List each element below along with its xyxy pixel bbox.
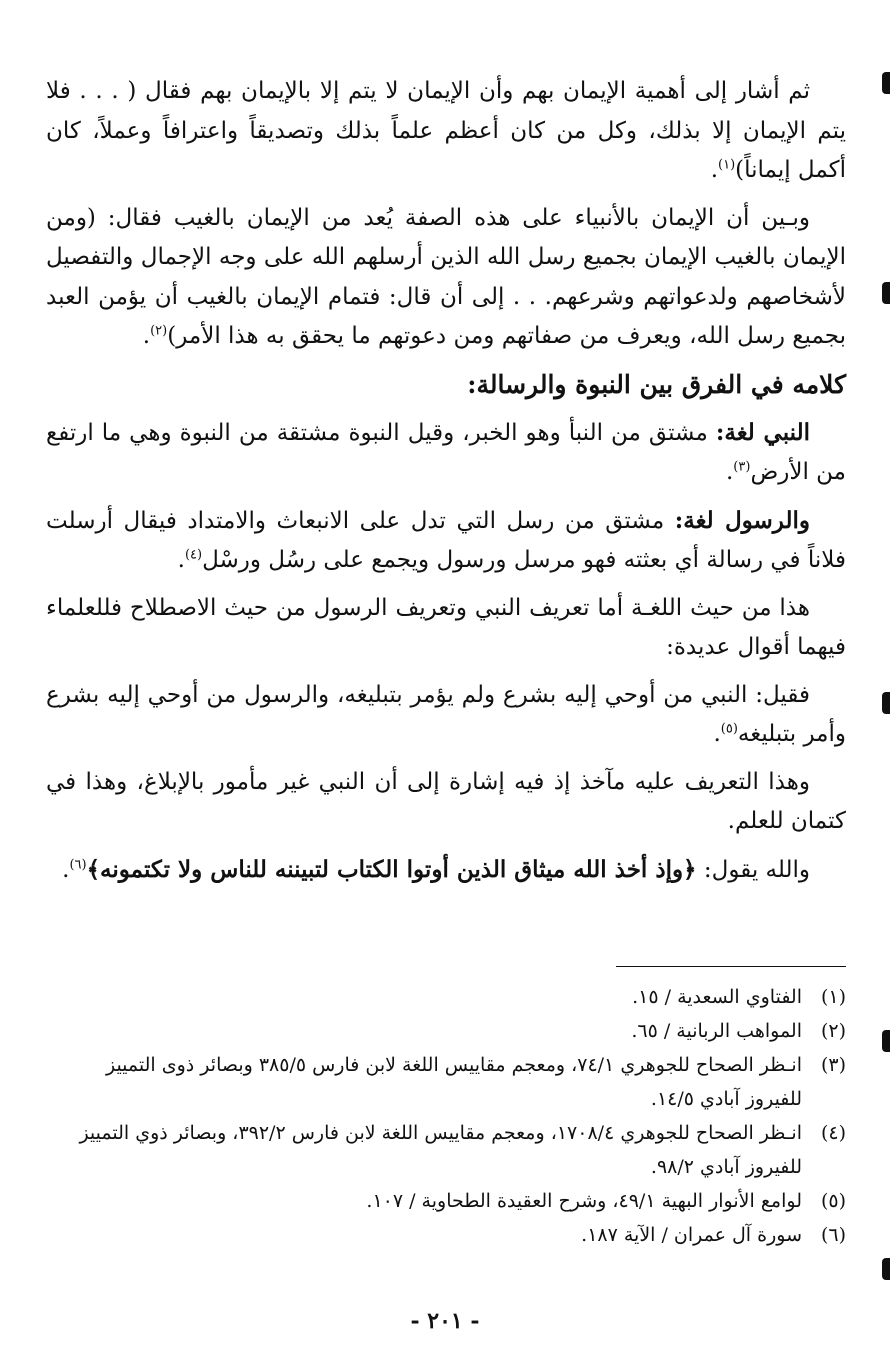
footnote-text: انـظر الصحاح للجوهري ٧٤/١، ومعجم مقاييس اللغة لابن فارس ٣٨٥/٥ وبصائر ذوى التمييز للفيروز آبادي ١٤/٥. — [105, 1054, 802, 1110]
definition-prophet — [46, 413, 846, 493]
footnote-item — [46, 1218, 846, 1252]
definition-messenger — [46, 501, 846, 581]
paragraph-text: فقيل: النبي من أوحي إليه بشرع ولم يؤمر بتبليغه، والرسول من أوحي إليه بشرع وأمر بتبليغه — [46, 681, 846, 747]
page-number: - ٢٠١ - — [410, 1308, 480, 1334]
paragraph-end: . — [713, 721, 721, 747]
scan-edge-mark — [882, 282, 890, 304]
footnote-number: (٤) — [820, 1122, 846, 1144]
paragraph-end: . — [142, 323, 151, 349]
footnote-text: لوامع الأنوار البهية ٤٩/١، وشرح العقيدة الطحاوية / ١٠٧. — [366, 1190, 802, 1212]
definition-text: مشتق من رسل التي تدل على الانبعاث والامتداد فيقال أرسلت فلاناً في رسالة أي بعثته فهو مرسل ورسول ويجمع على رسُل ورسْل — [46, 507, 846, 573]
footnote-number: (٢) — [820, 1020, 846, 1042]
footnote-text: الفتاوي السعدية / ١٥. — [632, 986, 802, 1008]
scan-edge-mark — [882, 1258, 890, 1280]
paragraph-end: . — [177, 547, 185, 573]
paragraph-end: . — [62, 856, 70, 883]
footnote-text: سورة آل عمران / الآية ١٨٧. — [581, 1224, 802, 1246]
paragraph-text: وبـين أن الإيمان بالأنبياء على هذه الصفة يُعد من الإيمان بالغيب فقال: (ومن الإيمان بالغيب الإيمان بجميع رسل الله الذين أرسلهم الله على وجه الإجمال والتفصيل لأشخاصهم ولدعواتهم وشرعهم. . . إلى أن قال: فتمام الإيمان بالغيب أن يؤمن العبد بجميع رسل الله، ويعرف من صفاتهم ومن دعوتهم ما يحقق به هذا الأمر) — [46, 204, 846, 349]
scan-edge-mark — [882, 1030, 890, 1052]
footnote-item — [46, 980, 846, 1014]
footnote-item — [46, 1048, 846, 1116]
footnote-ref[interactable]: (١) — [718, 157, 736, 173]
footnote-item — [46, 1014, 846, 1048]
definition-text: مشتق من النبأ وهو الخبر، وقيل النبوة مشتقة من النبوة وهي ما ارتفع من الأرض — [46, 419, 846, 485]
footnote-number: (١) — [820, 986, 846, 1008]
paragraph-text: وهذا التعريف عليه مآخذ إذ فيه إشارة إلى أن النبي غير مأمور بالإبلاغ، وهذا في كتمان للعلم. — [46, 768, 846, 834]
paragraph — [46, 676, 846, 755]
paragraph — [46, 72, 846, 191]
footnote-ref[interactable]: (٥) — [720, 721, 738, 737]
footnote-number: (٥) — [820, 1190, 846, 1212]
footnote-ref[interactable]: (٢) — [150, 323, 168, 339]
verse-paragraph — [46, 850, 846, 891]
paragraph — [46, 589, 846, 668]
verse-intro: والله يقول: — [696, 856, 810, 883]
footnote-divider — [616, 966, 846, 967]
footnote-text: انـظر الصحاح للجوهري ١٧٠٨/٤، ومعجم مقاييس اللغة لابن فارس ٣٩٢/٢، وبصائر ذوي التمييز للفيروز آبادي ٩٨/٢. — [79, 1122, 802, 1178]
paragraph-end: . — [725, 459, 734, 485]
paragraph-text: هذا من حيث اللغـة أما تعريف النبي وتعريف الرسول من حيث الاصطلاح فللعلماء فيهما أقوال عديدة: — [46, 594, 846, 660]
footnote-ref[interactable]: (٦) — [69, 856, 87, 872]
definition-term: والرسول لغة: — [674, 506, 810, 534]
scan-edge-mark — [882, 72, 890, 94]
footnote-item — [46, 1116, 846, 1184]
footnotes — [46, 980, 846, 1252]
definition-term: النبي لغة: — [715, 418, 810, 446]
footnote-text: المواهب الربانية / ٦٥. — [631, 1020, 802, 1042]
section-heading: كلامه في الفرق بين النبوة والرسالة: — [467, 369, 846, 399]
scan-edge-mark — [882, 692, 890, 714]
footnote-ref[interactable]: (٣) — [733, 459, 751, 475]
paragraph — [46, 763, 846, 842]
page-body — [46, 72, 846, 898]
quran-verse: ﴿وإذ أخذ الله ميثاق الذين أوتوا الكتاب لتبيننه للناس ولا تكتمونه﴾ — [86, 855, 697, 883]
footnote-ref[interactable]: (٤) — [184, 547, 203, 563]
footnote-number: (٣) — [820, 1054, 846, 1076]
footnote-item — [46, 1184, 846, 1218]
paragraph-end: . — [710, 157, 718, 183]
paragraph-text: ثم أشار إلى أهمية الإيمان بهم وأن الإيمان لا يتم إلا بالإيمان بهم فقال ( . . . فلا يتم الإيمان إلا بذلك، وكل من كان أعظم علماً بذلك وتصديقاً واعترافاً وعملاً، كان أكمل إيماناً) — [46, 78, 846, 183]
paragraph — [46, 199, 846, 357]
footnote-number: (٦) — [820, 1224, 846, 1246]
